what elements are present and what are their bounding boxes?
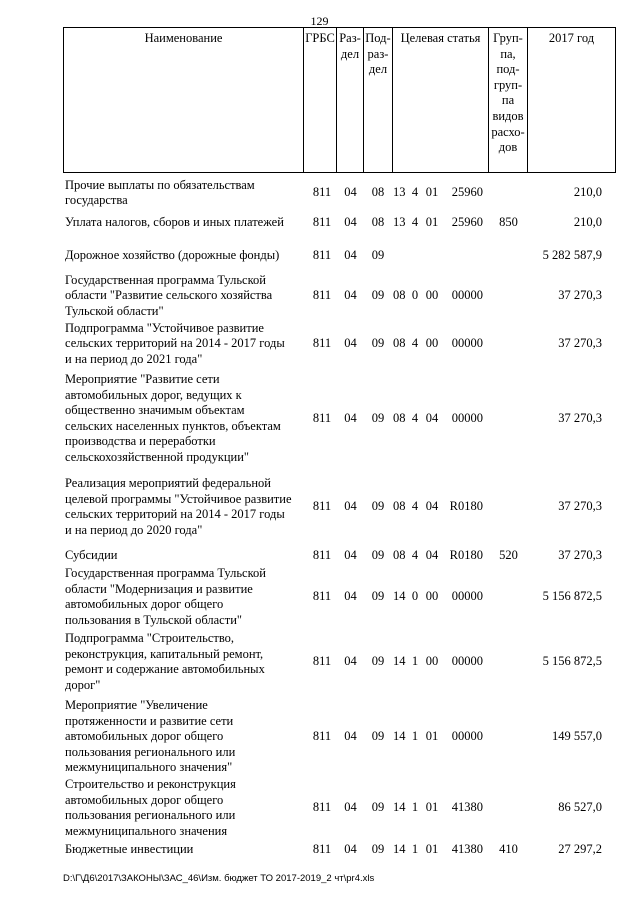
row-name-line: Строительство и реконструкция: [65, 777, 236, 791]
table-row: [0, 630, 639, 694]
row-name-lines: [65, 273, 272, 320]
row-target-part: 4: [411, 499, 419, 514]
table-row: [0, 320, 639, 368]
header-group-label: Груп- па, под- груп- па видов расхо- дов: [491, 31, 525, 155]
row-target-article: [393, 177, 489, 209]
row-expense-group: [489, 565, 528, 629]
table-row: [0, 565, 639, 629]
row-name-lines: [65, 777, 236, 839]
row-name-line: Мероприятие "Развитие сети: [65, 372, 220, 386]
row-target-part: 01: [425, 185, 439, 200]
row-grbs: 811: [312, 248, 332, 263]
header-year: [528, 28, 616, 173]
header-name-label: Наименование: [144, 31, 223, 45]
row-target-article: [393, 841, 489, 859]
page-number: 129: [310, 14, 329, 28]
row-podrazdel: 09: [371, 248, 385, 263]
row-target-part: 0: [411, 589, 419, 604]
row-expense-group: [489, 630, 528, 694]
row-name: [65, 475, 305, 539]
row-amount-2017: 5 156 872,5: [542, 589, 602, 604]
header-grbs-label: ГРБС: [305, 31, 335, 45]
row-razdel: 04: [344, 288, 357, 303]
row-name-line: Подпрограмма "Строительство,: [65, 631, 235, 645]
row-podrazdel: 09: [371, 410, 385, 425]
row-name-line: автомобильных дорог общего: [65, 792, 224, 807]
row-name-line: пользования в Тульской области": [65, 612, 242, 627]
row-name-line: и на период до 2020 года": [65, 522, 203, 537]
row-target-article: [393, 630, 489, 694]
row-name-line: Государственная программа Тульской: [65, 272, 266, 287]
row-razdel: 04: [344, 842, 357, 857]
row-expense-group: [489, 247, 528, 265]
row-amount-2017: 5 156 872,5: [542, 654, 602, 669]
row-podrazdel: 09: [371, 499, 385, 514]
row-target-part: R0180: [449, 499, 483, 514]
table-header: [63, 27, 616, 173]
row-target-part: 4: [411, 410, 419, 425]
row-razdel: 04: [344, 800, 357, 815]
row-target-part: 13: [393, 185, 406, 200]
row-name-line: Государственная программа Тульской: [65, 566, 266, 580]
header-year-label: 2017 год: [548, 31, 595, 45]
row-target-part: 14: [393, 589, 406, 604]
row-name-line: межмуниципального значения: [65, 823, 228, 838]
row-razdel: 04: [344, 248, 357, 263]
header-razdel: [337, 28, 364, 173]
row-razdel: 04: [344, 499, 357, 514]
row-name-lines: [65, 842, 193, 858]
row-target-part: 04: [425, 499, 439, 514]
row-name: [65, 547, 305, 565]
row-name-line: ремонт и содержание автомобильных: [65, 662, 265, 676]
row-grbs: 811: [312, 336, 332, 351]
row-name-line: пользования регионального или: [65, 808, 236, 822]
row-expense-group: [489, 320, 528, 368]
row-grbs: 811: [312, 215, 332, 230]
row-target-article: [393, 697, 489, 777]
row-name: [65, 177, 305, 209]
table-row: [0, 475, 639, 539]
row-name-line: сельских территорий на 2014 - 2017 годы: [65, 336, 285, 351]
row-name-line: Прочие выплаты по обязательствам: [65, 177, 255, 192]
row-name: [65, 247, 305, 265]
row-grbs: 811: [312, 729, 332, 744]
row-razdel: 04: [344, 729, 357, 744]
row-target-part: 01: [425, 800, 439, 815]
row-target-part: 00000: [451, 336, 483, 351]
row-expense-group: 850: [499, 215, 518, 230]
row-name-line: Бюджетные инвестиции: [65, 842, 194, 857]
row-target-part: 4: [411, 336, 419, 351]
row-target-part: 13: [393, 215, 406, 230]
row-name-line: Реализация мероприятий федеральной: [65, 476, 271, 490]
row-amount-2017: 27 297,2: [558, 842, 602, 857]
row-target-part: 04: [425, 410, 439, 425]
row-razdel: 04: [344, 185, 357, 200]
row-razdel: 04: [344, 589, 357, 604]
row-podrazdel: 08: [371, 215, 385, 230]
row-target-part: 08: [393, 336, 406, 351]
table-row: [0, 547, 639, 565]
row-name-lines: [65, 631, 265, 693]
row-target-part: 08: [393, 548, 406, 563]
row-target-article: [393, 565, 489, 629]
row-name-line: реконструкция, капитальный ремонт,: [65, 646, 264, 661]
row-name-lines: [65, 178, 255, 209]
header-group: [489, 28, 528, 173]
file-path-footer: D:\Г\Д6\2017\ЗАКОНЫ\ЗАС_46\Изм. бюджет ТО 2017-2019_2 чт\pr4.xls: [63, 873, 375, 884]
row-target-part: 41380: [451, 842, 483, 857]
row-name-line: производства и переработки: [65, 434, 216, 448]
row-expense-group: [489, 697, 528, 777]
row-target-part: 00: [425, 336, 439, 351]
table-row: [0, 371, 639, 466]
row-name-line: пользования регионального или: [65, 744, 236, 759]
row-amount-2017: 86 527,0: [558, 800, 602, 815]
row-target-part: 25960: [451, 215, 483, 230]
row-name-line: Мероприятие "Увеличение: [65, 698, 208, 713]
row-amount-2017: 37 270,3: [558, 548, 602, 563]
row-target-part: 00: [425, 589, 439, 604]
row-podrazdel: 09: [371, 336, 385, 351]
row-amount-2017: 37 270,3: [558, 288, 602, 303]
row-grbs: 811: [312, 499, 332, 514]
row-target-part: 1: [411, 842, 419, 857]
row-amount-2017: 5 282 587,9: [542, 248, 602, 263]
row-name-line: сельских территорий на 2014 - 2017 годы: [65, 507, 285, 521]
row-podrazdel: 09: [371, 288, 385, 303]
header-podrazdel-label: Под- раз- дел: [365, 31, 391, 77]
row-grbs: 811: [312, 589, 332, 604]
row-name: [65, 841, 305, 859]
row-target-part: 4: [411, 548, 419, 563]
row-name-line: области "Модернизация и развитие: [65, 581, 253, 596]
row-name: [65, 371, 305, 466]
row-name-lines: [65, 372, 281, 465]
row-target-part: 01: [425, 842, 439, 857]
row-razdel: 04: [344, 336, 357, 351]
row-target-article: [393, 547, 489, 565]
row-name-lines: [65, 548, 117, 564]
row-grbs: 811: [312, 410, 332, 425]
table-row: [0, 247, 639, 265]
row-name-lines: [65, 476, 292, 538]
row-target-part: 00000: [451, 589, 483, 604]
row-target-part: 00000: [451, 654, 483, 669]
row-name-lines: [65, 215, 284, 231]
table-row: [0, 841, 639, 859]
row-name-line: автомобильных дорог общего: [65, 597, 224, 611]
row-podrazdel: 09: [371, 589, 385, 604]
row-name-line: Уплата налогов, сборов и иных платежей: [65, 215, 284, 230]
row-podrazdel: 09: [371, 800, 385, 815]
row-target-part: 0: [411, 288, 419, 303]
row-amount-2017: 149 557,0: [552, 729, 602, 744]
header-target: [393, 28, 489, 173]
row-grbs: 811: [312, 548, 332, 563]
row-name: [65, 630, 305, 694]
row-expense-group: [489, 776, 528, 840]
row-podrazdel: 09: [371, 654, 385, 669]
row-target-part: 1: [411, 729, 419, 744]
row-target-article: [393, 214, 489, 232]
header-target-label: Целевая статья: [400, 31, 481, 45]
row-target-article: [393, 247, 489, 265]
row-grbs: 811: [312, 654, 332, 669]
row-name-line: сельских населенных пунктов, объектам: [65, 418, 281, 433]
row-target-article: [393, 320, 489, 368]
row-name: [65, 320, 305, 368]
row-target-part: 4: [411, 215, 419, 230]
row-name: [65, 565, 305, 629]
row-target-part: 14: [393, 729, 406, 744]
table-row: [0, 272, 639, 320]
row-target-part: 14: [393, 842, 406, 857]
row-name-line: государства: [65, 193, 128, 207]
row-expense-group: [489, 177, 528, 209]
row-amount-2017: 37 270,3: [558, 336, 602, 351]
row-name-line: Тульской области": [65, 303, 164, 318]
row-name-line: межмуниципального значения": [65, 760, 233, 775]
row-grbs: 811: [312, 288, 332, 303]
row-target-part: 14: [393, 800, 406, 815]
row-amount-2017: 37 270,3: [558, 410, 602, 425]
row-name-line: общественно значимым объектам: [65, 403, 245, 417]
row-expense-group: 410: [499, 842, 518, 857]
row-target-part: 08: [393, 288, 406, 303]
row-target-part: 14: [393, 654, 406, 669]
row-name-lines: [65, 566, 266, 628]
row-target-part: 08: [393, 410, 406, 425]
row-name-line: протяженности и развитие сети: [65, 713, 234, 728]
row-target-part: 04: [425, 548, 439, 563]
row-target-part: 01: [425, 729, 439, 744]
row-podrazdel: 09: [371, 548, 385, 563]
row-amount-2017: 37 270,3: [558, 499, 602, 514]
row-amount-2017: 210,0: [573, 215, 602, 230]
row-target-part: 00000: [451, 410, 483, 425]
row-name: [65, 697, 305, 777]
row-target-part: 4: [411, 185, 419, 200]
header-razdel-label: Раз- дел: [339, 31, 361, 61]
row-razdel: 04: [344, 654, 357, 669]
row-name-lines: [65, 321, 285, 368]
header-grbs: [304, 28, 337, 173]
row-target-part: 1: [411, 654, 419, 669]
row-name: [65, 272, 305, 320]
row-target-part: 00: [425, 288, 439, 303]
row-name-line: и на период до 2021 года": [65, 351, 203, 366]
table-row: [0, 697, 639, 777]
row-podrazdel: 08: [371, 185, 385, 200]
row-name-line: целевой программы "Устойчивое развитие: [65, 491, 292, 506]
row-razdel: 04: [344, 410, 357, 425]
row-target-article: [393, 272, 489, 320]
row-target-part: 00: [425, 654, 439, 669]
row-name-line: сельскохозяйственной продукции": [65, 449, 250, 464]
row-name-line: области "Развитие сельского хозяйства: [65, 288, 273, 303]
table-row: [0, 177, 639, 209]
row-expense-group: [489, 475, 528, 539]
row-name-line: Субсидии: [65, 548, 118, 563]
row-podrazdel: 09: [371, 842, 385, 857]
row-target-part: 08: [393, 499, 406, 514]
row-expense-group: [489, 272, 528, 320]
row-target-article: [393, 475, 489, 539]
row-grbs: 811: [312, 800, 332, 815]
row-grbs: 811: [312, 842, 332, 857]
row-target-part: 25960: [451, 185, 483, 200]
row-expense-group: [489, 371, 528, 466]
row-target-part: 00000: [451, 288, 483, 303]
row-name-line: Дорожное хозяйство (дорожные фонды): [65, 248, 280, 263]
row-target-part: 1: [411, 800, 419, 815]
row-target-part: 00000: [451, 729, 483, 744]
row-name-lines: [65, 698, 235, 776]
table-row: [0, 214, 639, 232]
row-name: [65, 214, 305, 232]
row-target-part: 41380: [451, 800, 483, 815]
row-name: [65, 776, 305, 840]
row-target-article: [393, 776, 489, 840]
row-expense-group: 520: [499, 548, 518, 563]
row-name-line: дорог": [65, 677, 101, 692]
row-target-part: 01: [425, 215, 439, 230]
row-grbs: 811: [312, 185, 332, 200]
row-target-part: R0180: [449, 548, 483, 563]
row-razdel: 04: [344, 215, 357, 230]
row-podrazdel: 09: [371, 729, 385, 744]
row-target-article: [393, 371, 489, 466]
row-name-line: автомобильных дорог общего: [65, 729, 224, 744]
header-podrazdel: [364, 28, 393, 173]
table-row: [0, 776, 639, 840]
row-amount-2017: 210,0: [573, 185, 602, 200]
row-name-lines: [65, 248, 279, 264]
header-name: [64, 28, 304, 173]
row-razdel: 04: [344, 548, 357, 563]
row-name-line: автомобильных дорог, ведущих к: [65, 387, 242, 402]
row-name-line: Подпрограмма "Устойчивое развитие: [65, 320, 264, 335]
